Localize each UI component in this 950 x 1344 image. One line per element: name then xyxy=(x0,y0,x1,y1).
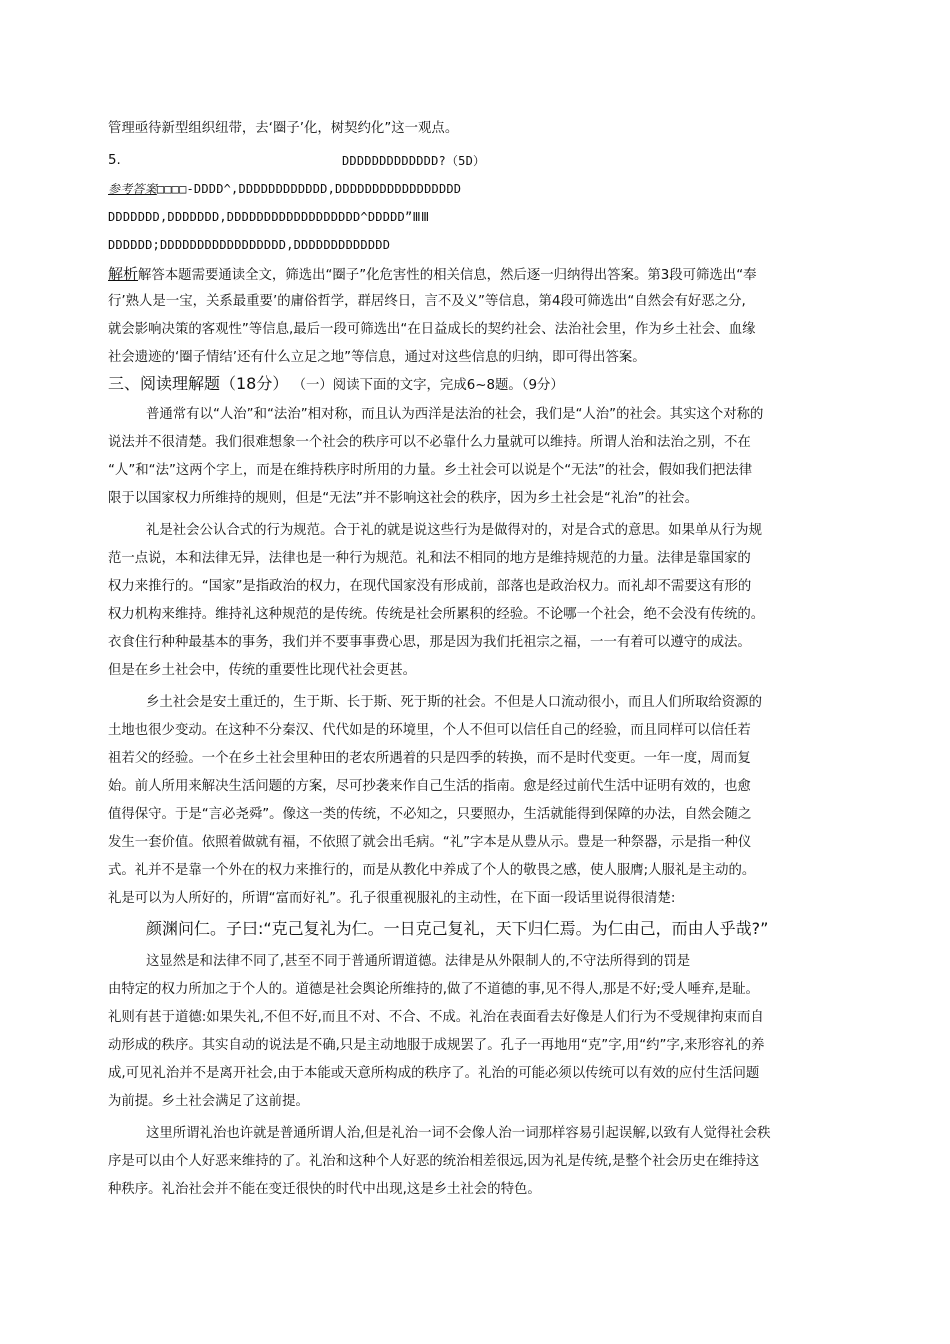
p2-line-1: 礼是社会公认合式的行为规范。合于礼的就是说这些行为是做得对的，对是合式的意思。如果单从行为规 xyxy=(146,523,762,538)
analysis-line-2: 行’熟人是一宝，关系最重要’的庸俗哲学，群居终日，言不及义”等信息，第4段可筛选出“自然会有好恶之分, xyxy=(108,294,746,309)
p5-line-3: 种秩序。礼治社会并不能在变迁很快的时代中出现,这是乡土社会的特色。 xyxy=(108,1182,541,1197)
p4-line-5: 成,可见礼治并不是离开社会,由于本能或天意所构成的秩序了。礼治的可能必须以传统可以有效的应付生活问题 xyxy=(108,1066,760,1081)
analysis-line-3: 就会影响决策的客观性”等信息,最后一段可筛选出“在日益成长的契约社会、法治社会里，作为乡土社会、血缘 xyxy=(108,322,756,337)
p4-line-3: 礼则有甚于道德:如果失礼,不但不好,而且不对、不合、不成。礼治在表面看去好像是人们行为不受规律拘束而自 xyxy=(108,1010,764,1025)
question-5 xyxy=(108,152,486,170)
reference-answer-line-2: DDDDDDD,DDDDDDD,DDDDDDDDDDDDDDDDDD^DDDDD”ⅢⅢ xyxy=(108,210,430,224)
prev-answer-tail: 管理亟待新型组织纽带，去‘圈子’化，树契约化”这一观点。 xyxy=(108,121,459,136)
p2-line-4: 权力机构来维持。维持礼这种规范的是传统。传统是社会所累积的经验。不论哪一个社会，绝不会没有传统的。 xyxy=(108,607,765,622)
p2-line-6: 但是在乡土社会中，传统的重要性比现代社会更甚。 xyxy=(108,663,416,678)
p4-line-1: 这显然是和法律不同了,甚至不同于普通所谓道德。法律是从外限制人的,不守法所得到的罚是 xyxy=(146,954,691,969)
analysis-line-4: 社会遗迹的‘圈子情结’还有什么立足之地”等信息，通过对这些信息的归纳，即可得出答案。 xyxy=(108,350,646,365)
confucius-quote: 颜渊问仁。子曰:“克己复礼为仁。一日克己复礼，天下归仁焉。为仁由己，而由人乎哉?” xyxy=(146,919,769,938)
p1-line-1: 普通常有以“人治”和“法治”相对称，而且认为西洋是法治的社会，我们是“人治”的社会。其实这个对称的 xyxy=(146,407,764,422)
p3-line-8: 礼是可以为人所好的，所谓“富而好礼”。孔子很重视服礼的主动性，在下面一段话里说得很清楚: xyxy=(108,891,676,906)
analysis-label: 解析 xyxy=(108,265,139,283)
question-number: 5. xyxy=(108,153,121,168)
p3-line-3: 祖若父的经验。一个在乡土社会里种田的老农所遇着的只是四季的转换，而不是时代变更。一年一度，周而复 xyxy=(108,751,751,766)
p4-line-2: 由特定的权力所加之于个人的。道德是社会舆论所维持的,做了不道德的事,见不得人,那是不好;受人唾弃,是耻。 xyxy=(108,982,759,997)
reference-answer-line-3: DDDDDD;DDDDDDDDDDDDDDDDD,DDDDDDDDDDDDD xyxy=(108,238,391,252)
p3-line-6: 发生一套价值。依照着做就有福，不依照了就会出毛病。“礼”字本是从豊从示。豊是一种祭器，示是指一种仪 xyxy=(108,835,752,850)
p1-line-2: 说法并不很清楚。我们很难想象一个社会的秩序可以不必靠什么力量就可以维持。所谓人治和法治之别，不在 xyxy=(108,435,751,450)
p3-line-7: 式。礼并不是靠一个外在的权力来推行的，而是从教化中养成了个人的敬畏之感，使人服膺;人服礼是主动的。 xyxy=(108,863,756,878)
p4-line-4: 动形成的秩序。其实自动的说法是不确,只是主动地服于成规罢了。孔子一再地用“克”字,用“约”字,来形容礼的养 xyxy=(108,1038,765,1053)
reference-answer-label: 参考答案 xyxy=(108,182,157,196)
section-subtitle: （一）阅读下面的文字，完成6~8题。（9分） xyxy=(292,378,564,393)
p4-line-6: 为前提。乡土社会满足了这前提。 xyxy=(108,1094,309,1109)
p5-line-1: 这里所谓礼治也许就是普通所谓人治,但是礼治一词不会像人治一词那样容易引起误解,以致有人觉得社会秩 xyxy=(146,1126,771,1141)
p5-line-2: 序是可以由个人好恶来维持的了。礼治和这种个人好恶的统治相差很远,因为礼是传统,是整个社会历史在维持这 xyxy=(108,1154,760,1169)
reference-answer-line-1: 参考答案□□□□-DDDD^,DDDDDDDDDDDD,DDDDDDDDDDDDDDDDD xyxy=(108,182,462,196)
p3-line-5: 值得保守。于是“言必尧舜”。像这一类的传统，不必知之，只要照办，生活就能得到保障的办法，自然会随之 xyxy=(108,807,752,822)
p2-line-5: 衣食住行种种最基本的事务，我们并不要事事费心思，那是因为我们托祖宗之福，一一有着可以遵守的成法。 xyxy=(108,635,751,650)
p3-line-1: 乡土社会是安土重迁的，生于斯、长于斯、死于斯的社会。不但是人口流动很小，而且人们所取给资源的 xyxy=(146,695,762,710)
analysis-line-1: 解析解答本题需要通读全文，筛选出“圈子”化危害性的相关信息，然后逐一归纳得出答案。第3段可筛选出“奉 xyxy=(108,265,757,283)
section-heading xyxy=(108,375,564,395)
p1-line-3: “人”和“法”这两个字上，而是在维持秩序时所用的力量。乡土社会可以说是个“无法”的社会，假如我们把法律 xyxy=(108,463,753,478)
section-title: 三、阅读理解题（18分） xyxy=(108,374,289,393)
p3-line-2: 土地也很少变动。在这种不分秦汉、代代如是的环境里，个人不但可以信任自己的经验，而且同样可以信任若 xyxy=(108,723,751,738)
p2-line-3: 权力来推行的。“国家”是指政治的权力，在现代国家没有形成前，部落也是政治权力。而礼却不需要这有形的 xyxy=(108,579,752,594)
p3-line-4: 始。前人所用来解决生活问题的方案，尽可抄袭来作自己生活的指南。愈是经过前代生活中证明有效的，也愈 xyxy=(108,779,751,794)
p1-line-4: 限于以国家权力所维持的规则，但是“无法”并不影响这社会的秩序，因为乡土社会是“礼治”的社会。 xyxy=(108,491,699,506)
p2-line-2: 范一点说，本和法律无异，法律也是一种行为规范。礼和法不相同的地方是维持规范的力量。法律是靠国家的 xyxy=(108,551,751,566)
question-text: DDDDDDDDDDDDD?（5D） xyxy=(342,154,486,168)
